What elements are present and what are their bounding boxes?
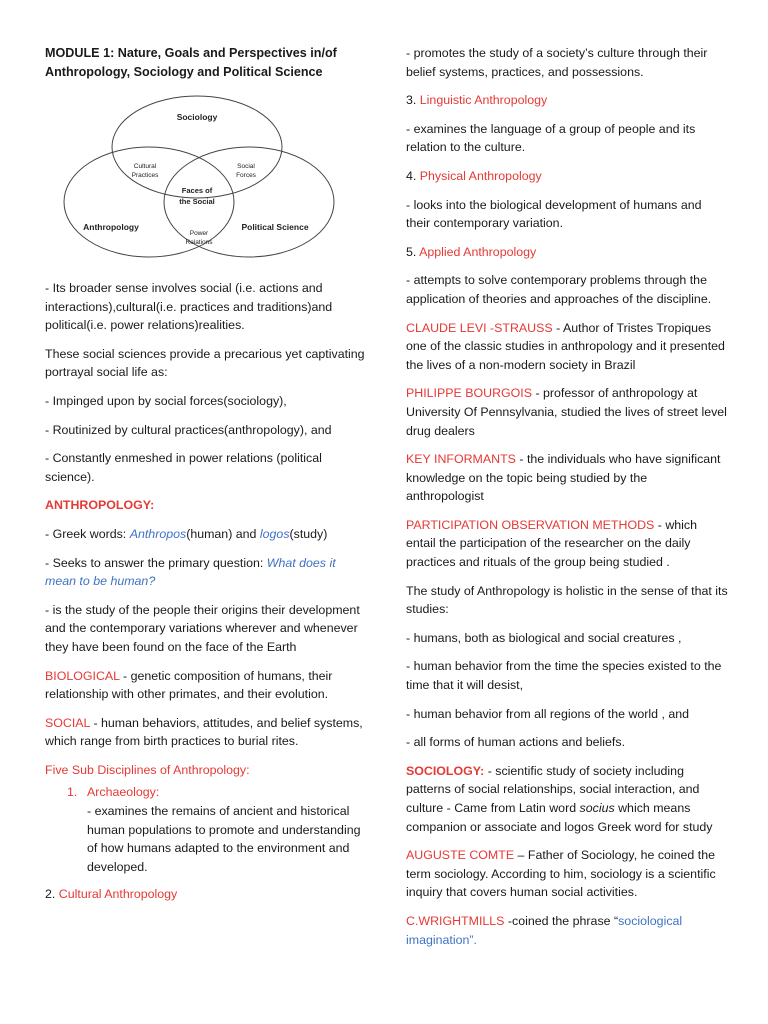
linguistic-term: Linguistic Anthropology xyxy=(419,93,548,108)
linguistic-definition: - examines the language of a group of people and its relation to the culture. xyxy=(406,121,696,155)
list-number-5: 5. xyxy=(406,244,420,259)
portrayal-paragraph: These social sciences provide a precarious yet captivating portrayal social life as: xyxy=(45,346,365,380)
list-number-3: 3. xyxy=(406,93,420,108)
participation-definition: - which entail the participation of the researcher on the daily practices and rituals of the group being studied . xyxy=(406,517,698,570)
bourgois-definition: - professor of anthropology at University Of Pennsylvania, studied the lives of street level drug dealers xyxy=(406,386,727,438)
cultural-definition: - promotes the study of a society’s culture through their belief systems, practices, and possessions. xyxy=(406,46,708,79)
venn-label-social-1: Social xyxy=(237,163,255,170)
cultural-anthropology-line xyxy=(45,885,367,904)
holistic-point-1: - humans, both as biological and social creatures , xyxy=(406,630,682,645)
key-informants-term: KEY INFORMANTS xyxy=(406,452,516,467)
archaeology-definition: - examines the remains of ancient and historical human populations to promote and understanding of how humans adapted to the environment and developed. xyxy=(87,804,361,874)
primary-question-line xyxy=(45,554,367,591)
venn-label-sociology: Sociology xyxy=(176,112,218,122)
list-number-1: 1. xyxy=(67,785,78,800)
mills-phrase: sociological imagination”. xyxy=(406,913,683,947)
comte-term: AUGUSTE COMTE xyxy=(406,848,515,863)
left-column xyxy=(45,44,367,914)
point-sociology: - Impinged upon by social forces(sociology), xyxy=(45,393,287,408)
biological-term: BIOLOGICAL xyxy=(45,668,120,683)
primary-question: What does it mean to be human? xyxy=(45,555,336,589)
venn-label-power-2: Relations xyxy=(185,239,213,246)
applied-definition: - attempts to solve contemporary problems through the application of theories and approaches of the discipline. xyxy=(406,273,712,306)
holistic-point-2: - human behavior from the time the species existed to the time that it will desist, xyxy=(406,659,722,693)
key-informants-definition: - the individuals who have significant knowledge on the topic being studied by the anthropologist xyxy=(406,452,721,504)
point-anthropology: - Routinized by cultural practices(anthropology), and xyxy=(45,422,332,437)
greek-middle: (human) and xyxy=(186,526,260,541)
physical-term: Physical Anthropology xyxy=(419,168,542,183)
venn-label-anthropology: Anthropology xyxy=(83,222,139,232)
sociology-term: SOCIOLOGY: xyxy=(406,763,485,778)
anthropology-heading: ANTHROPOLOGY: xyxy=(45,498,155,513)
levi-strauss-definition: - Author of Tristes Tropiques one of the classic studies in anthropology and it presented the lives of a non-modern society in Brazil xyxy=(406,320,725,372)
applied-term: Applied Anthropology xyxy=(419,244,537,259)
right-column xyxy=(406,44,728,959)
greek-suffix: (study) xyxy=(289,526,328,541)
list-item-archaeology xyxy=(45,783,367,876)
cultural-anthropology-term: Cultural Anthropology xyxy=(58,887,178,902)
greek-word-anthropos: Anthropos xyxy=(129,526,187,541)
venn-label-cultural-1: Cultural xyxy=(133,163,157,170)
greek-words-line xyxy=(45,525,367,544)
intro-paragraph: - Its broader sense involves social (i.e. actions and interactions),cultural(i.e. practices and traditions)and political(i.e. power relations)realities. xyxy=(45,281,333,333)
venn-label-faces-1: Faces of xyxy=(181,186,213,195)
venn-label-social-2: Forces xyxy=(236,172,256,179)
list-number-4: 4. xyxy=(406,168,420,183)
linguistic-line xyxy=(406,91,728,110)
levi-strauss-term: CLAUDE LEVI -STRAUSS xyxy=(406,320,553,335)
greek-word-logos: logos xyxy=(259,526,290,541)
mills-entry xyxy=(406,912,728,949)
biological-definition: - genetic composition of humans, their relationship with other primates, and their evolution. xyxy=(45,668,333,702)
list-number-2: 2. xyxy=(45,887,59,902)
social-term: SOCIAL xyxy=(45,715,90,730)
greek-prefix: - Greek words: xyxy=(45,526,130,541)
module-title: MODULE 1: Nature, Goals and Perspectives in/of Anthropology, Sociology and Political Science xyxy=(45,46,337,79)
holistic-paragraph: The study of Anthropology is holistic in the sense of that its studies: xyxy=(406,583,728,617)
venn-label-faces-2: the Social xyxy=(179,197,215,206)
key-informants-entry xyxy=(406,450,728,506)
venn-label-cultural-2: Practices xyxy=(131,172,159,179)
social-definition: - human behaviors, attitudes, and belief systems, which range from birth practices to burial rites. xyxy=(45,715,363,749)
mills-definition: -coined the phrase “ xyxy=(504,913,619,928)
mills-term: C.WRIGHTMILLS xyxy=(406,913,505,928)
venn-diagram xyxy=(59,92,339,267)
comte-definition: – Father of Sociology, he coined the term sociology. According to him, sociology is a scientific inquiry that covers human social activities. xyxy=(406,848,716,900)
point-political-science: - Constantly enmeshed in power relations (political science). xyxy=(45,451,322,484)
sociology-latin-word: socius xyxy=(579,801,615,815)
bourgois-term: PHILIPPE BOURGOIS xyxy=(406,386,533,401)
applied-line xyxy=(406,243,728,262)
sociology-definition-b: which means companion or associate and logos Greek word for study xyxy=(406,801,713,834)
sociology-definition-a: - scientific study of society including patterns of social relationships, social interaction, and culture - Came from Latin word xyxy=(406,763,700,815)
participation-term: PARTICIPATION OBSERVATION METHODS xyxy=(406,517,655,532)
physical-definition: - looks into the biological development of humans and their contemporary variation. xyxy=(406,197,702,231)
levi-strauss-entry xyxy=(406,319,728,375)
venn-label-political-science: Political Science xyxy=(241,222,309,232)
venn-label-power-1: Power xyxy=(189,230,209,237)
bourgois-entry xyxy=(406,384,728,440)
social-line xyxy=(45,714,367,751)
holistic-point-4: - all forms of human actions and beliefs. xyxy=(406,735,626,750)
physical-line xyxy=(406,167,728,186)
question-prefix: - Seeks to answer the primary question: xyxy=(45,555,267,570)
holistic-point-3: - human behavior from all regions of the world , and xyxy=(406,706,690,721)
study-definition: - is the study of the people their origins their development and the contemporary variations wherever and whenever they have been found on the face of the Earth xyxy=(45,602,360,654)
sociology-entry xyxy=(406,762,728,836)
sub-disciplines-heading: Five Sub Disciplines of Anthropology: xyxy=(45,762,250,777)
archaeology-term: Archaeology: xyxy=(87,785,160,800)
biological-line xyxy=(45,667,367,704)
comte-entry xyxy=(406,846,728,902)
participation-entry xyxy=(406,516,728,572)
